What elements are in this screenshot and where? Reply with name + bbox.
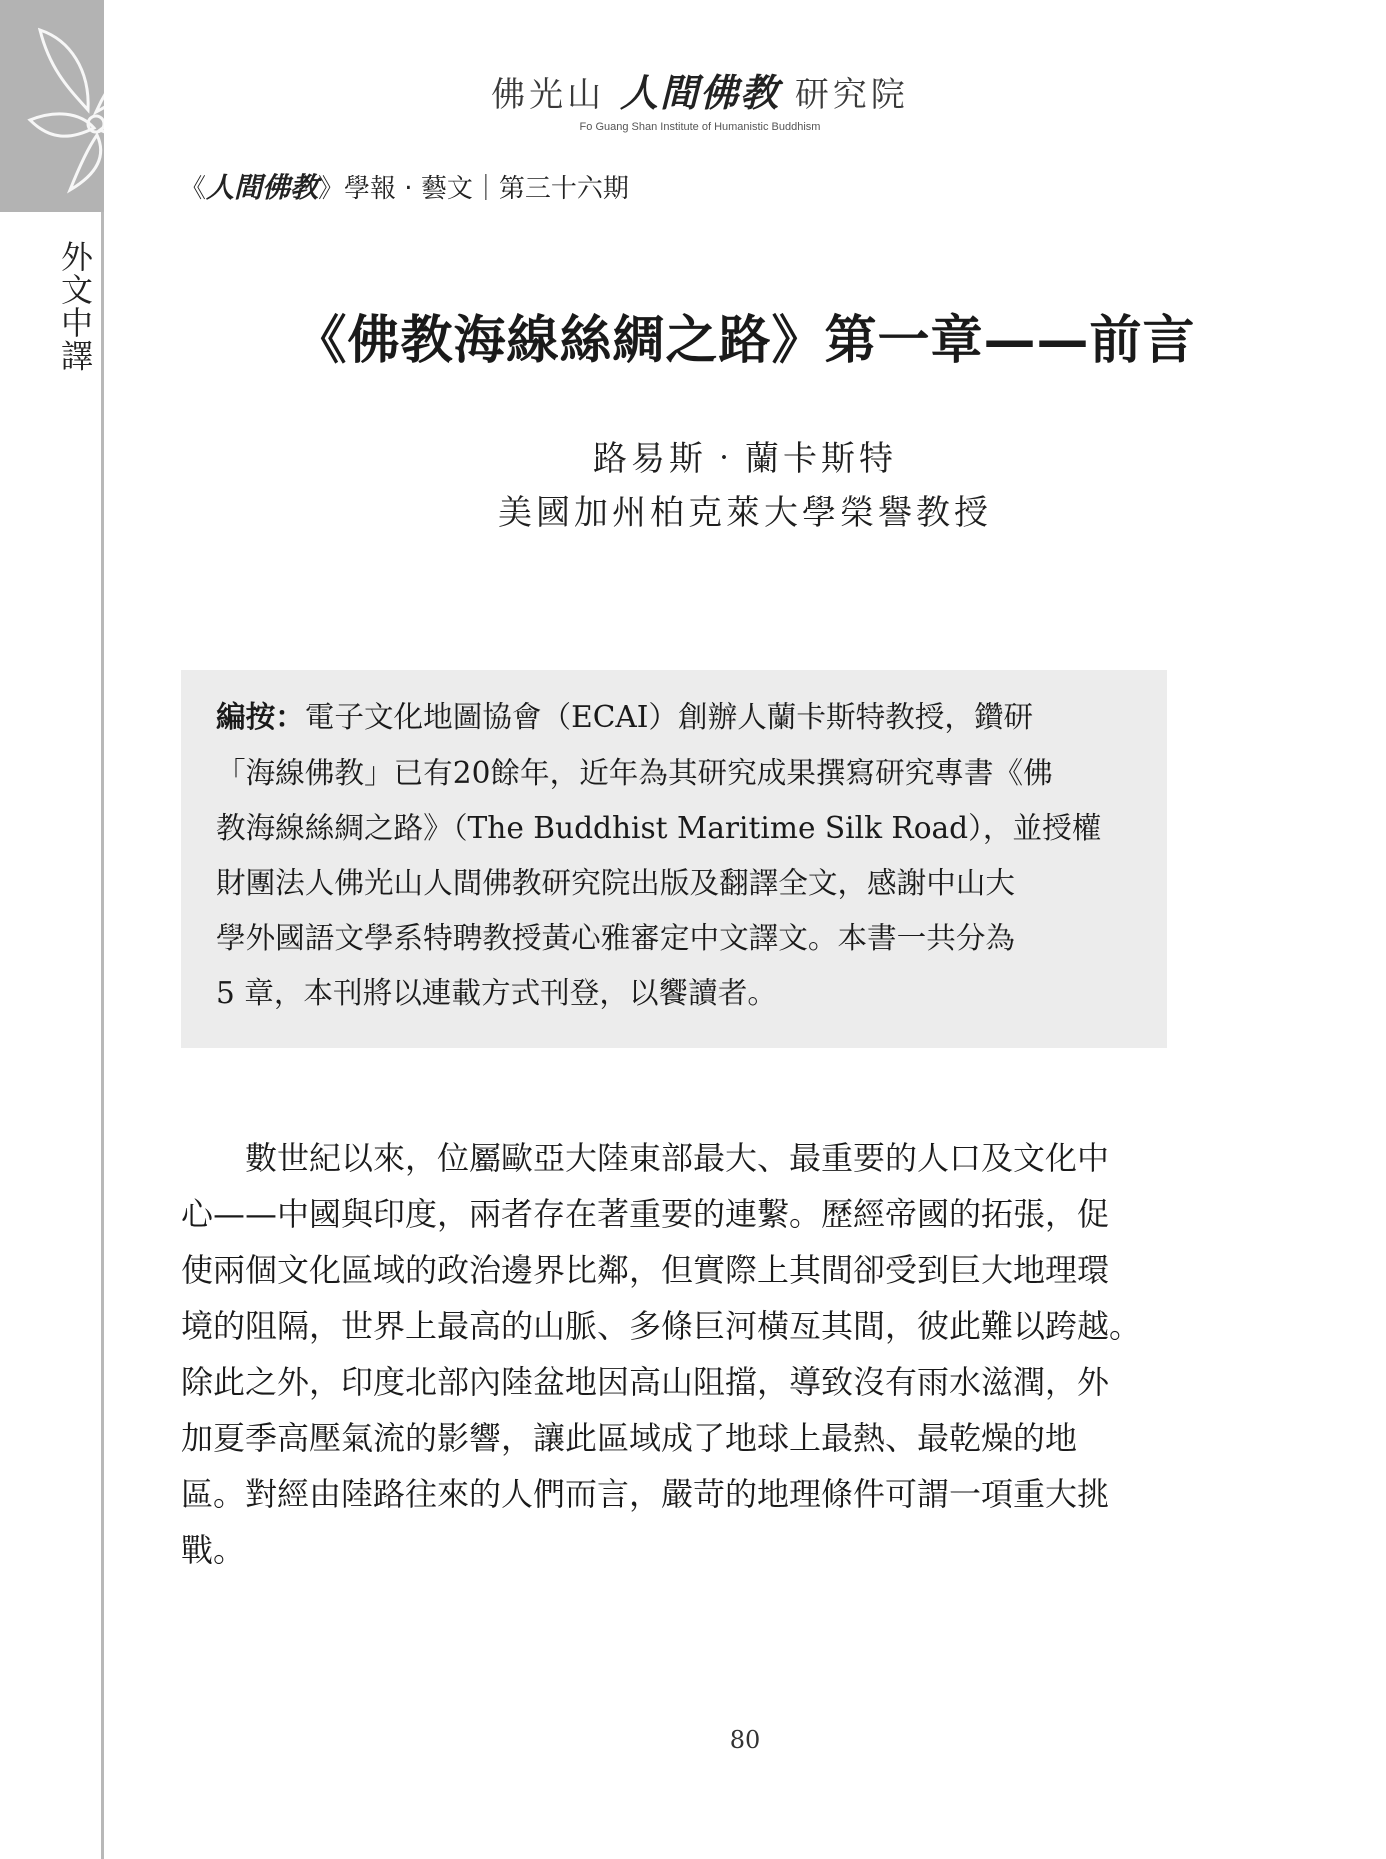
journal-name-brush: 人間佛教 — [206, 171, 319, 204]
editor-note-line: 學外國語文學系特聘教授黃心雅審定中文譯文。本書一共分為 — [216, 921, 1016, 955]
body-line: 數世紀以來，位屬歐亞大陸東部最大、最重要的人口及文化中 — [181, 1139, 1110, 1177]
editor-note-line: 「海線佛教」已有20餘年，近年為其研究成果撰寫研究專書《佛 — [216, 756, 1053, 790]
section-tab: 外文中譯 — [56, 240, 94, 372]
body-line: 心——中國與印度，兩者存在著重要的連繫。歷經帝國的拓張，促 — [181, 1195, 1110, 1233]
body-line: 加夏季高壓氣流的影響，讓此區域成了地球上最熱、最乾燥的地 — [181, 1419, 1078, 1457]
institute-name-part1: 佛光山 — [491, 75, 606, 115]
author-block — [104, 432, 1386, 540]
orchid-logo-icon — [0, 0, 200, 212]
corner-decoration — [0, 0, 104, 212]
page-number: 80 — [729, 1726, 761, 1754]
editor-note-box — [181, 670, 1167, 1048]
body-line: 戰。 — [181, 1531, 246, 1569]
journal-running-head — [180, 166, 629, 206]
body-line: 使兩個文化區域的政治邊界比鄰，但實際上其間卻受到巨大地理環 — [181, 1251, 1110, 1289]
institute-name-en: Fo Guang Shan Institute of Humanistic Buddhism — [579, 121, 821, 133]
journal-open-bracket: 《 — [180, 174, 207, 204]
body-line: 境的阻隔，世界上最高的山脈、多條巨河橫亙其間，彼此難以跨越。 — [181, 1307, 1142, 1345]
institute-header — [470, 62, 930, 133]
institute-name-brush: 人間佛教 — [619, 71, 780, 115]
institute-name-part2: 研究院 — [794, 75, 909, 115]
editor-note-line: 教海線絲綢之路》（The Buddhist Maritime Silk Road），並授權 — [216, 811, 1102, 845]
author-affiliation: 美國加州柏克萊大學榮譽教授 — [498, 493, 992, 533]
editor-note-line: 財團法人佛光山人間佛教研究院出版及翻譯全文，感謝中山大 — [216, 866, 1016, 900]
author-name: 路易斯‧蘭卡斯特 — [593, 439, 897, 479]
editor-note-line — [216, 694, 1132, 736]
editor-note-text: 電子文化地圖協會（ECAI）創辦人蘭卡斯特教授，鑽研 — [304, 700, 1034, 734]
journal-issue: 》學報 ‧ 藝文｜第三十六期 — [318, 174, 629, 204]
editor-note-label: 編按： — [216, 699, 305, 734]
institute-name — [470, 62, 930, 117]
body-line: 除此之外，印度北部內陸盆地因高山阻擋，導致沒有雨水滋潤，外 — [181, 1363, 1110, 1401]
article-title: 《佛教海線絲綢之路》第一章——前言 — [294, 311, 1196, 371]
body-line: 區。對經由陸路往來的人們而言，嚴苛的地理條件可謂一項重大挑 — [181, 1475, 1110, 1513]
editor-note-line: 5 章，本刊將以連載方式刊登，以饗讀者。 — [216, 976, 777, 1010]
